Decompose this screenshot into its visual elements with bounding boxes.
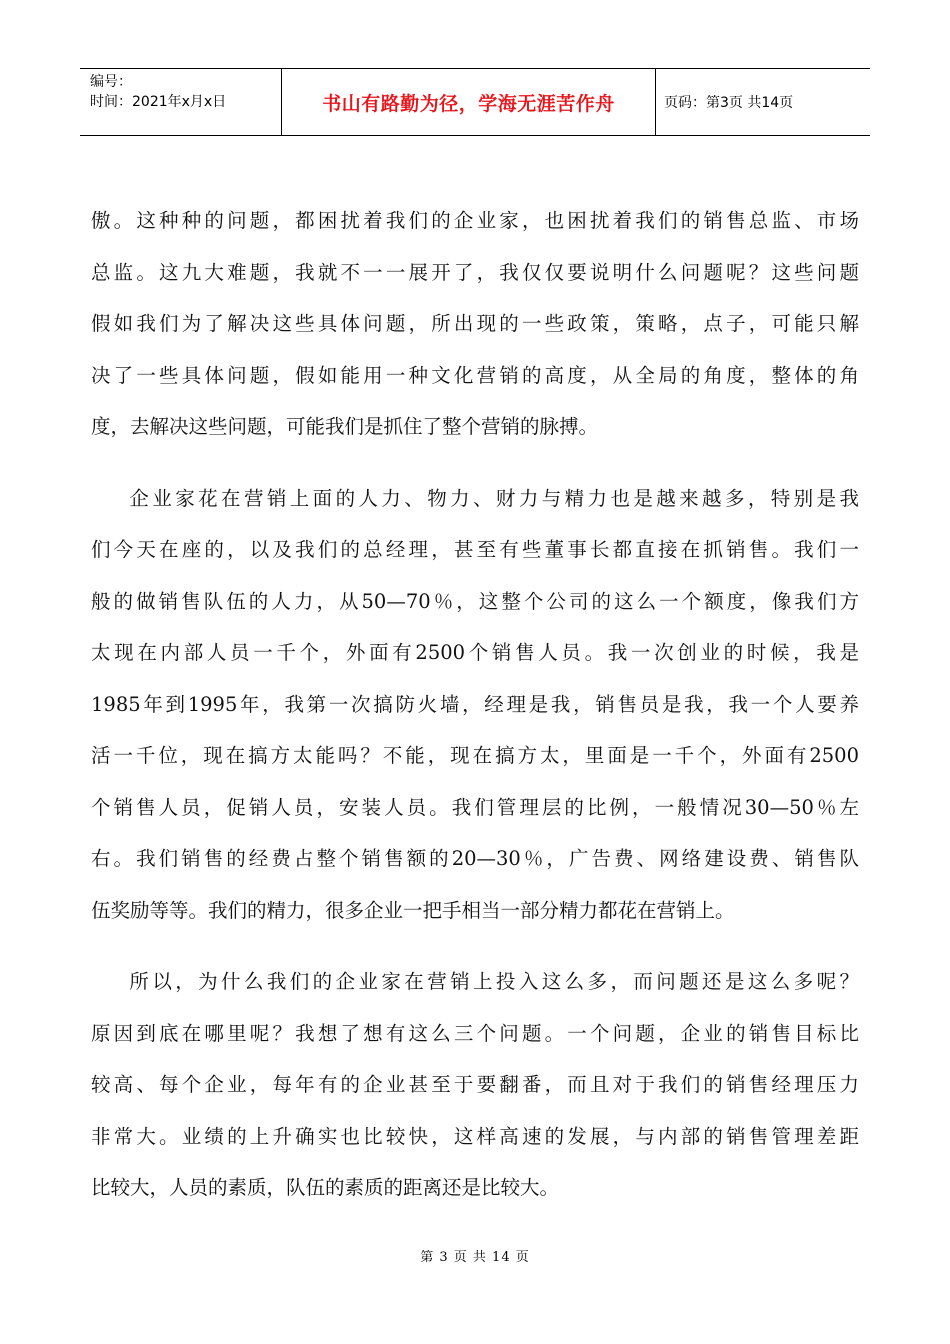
- header-motto: 书山有路勤为径，学海无涯苦作舟: [282, 69, 656, 135]
- number-label: 编号：: [90, 74, 132, 90]
- text-line: 般的做销售队伍的人力，从50—70％，这整个公司的这么一个额度，像我们方: [91, 589, 859, 613]
- text-line: 伍奖励等等。我们的精力，很多企业一把手相当一部分精力都花在营销上。: [91, 898, 735, 922]
- header-page-info: 页码：第3页 共14页: [664, 95, 794, 111]
- page-footer: 第 3 页 共 14 页: [420, 1250, 530, 1265]
- text-line: 企业家花在营销上面的人力、物力、财力与精力也是越来越多，特别是我: [91, 486, 859, 510]
- text-line: 较高、每个企业，每年有的企业甚至于要翻番，而且对于我们的销售经理压力: [91, 1073, 859, 1096]
- text-line: 度，去解决这些问题，可能我们是抓住了整个营销的脉搏。: [91, 415, 599, 438]
- text-line: 原因到底在哪里呢？我想了想有这么三个问题。一个问题，企业的销售目标比: [91, 1021, 859, 1045]
- text-line: 比较大，人员的素质，队伍的素质的距离还是比较大。: [91, 1176, 560, 1199]
- text-line: 右。我们销售的经费占整个销售额的20—30％，广告费、网络建设费、销售队: [91, 847, 859, 870]
- time-label: 时间：2021年x月x日: [90, 94, 227, 110]
- text-line: 所以，为什么我们的企业家在营销上投入这么多，而问题还是这么多呢？: [91, 970, 859, 993]
- text-line: 非常大。业绩的上升确实也比较快，这样高速的发展，与内部的销售管理差距: [91, 1124, 859, 1148]
- text-line: 总监。这九大难题，我就不一一展开了，我仅仅要说明什么问题呢？这些问题: [91, 260, 859, 284]
- paragraph-2: [91, 473, 859, 937]
- text-line: 们今天在座的，以及我们的总经理，甚至有些董事长都直接在抓销售。我们一: [91, 538, 859, 561]
- text-line: 1985年到1995年，我第一次搞防火墙，经理是我，销售员是我，我一个人要养: [91, 692, 859, 716]
- header-table: [80, 68, 870, 136]
- paragraph-1: [91, 195, 859, 453]
- text-line: 个销售人员，促销人员，安装人员。我们管理层的比例，一般情况30—50％左: [91, 795, 859, 819]
- text-line: 傲。这种种的问题，都困扰着我们的企业家，也困扰着我们的销售总监、市场: [91, 209, 859, 232]
- text-line: 假如我们为了解决这些具体问题，所出现的一些政策，策略，点子，可能只解: [91, 312, 859, 335]
- header-meta: [80, 69, 282, 135]
- text-line: 活一千位，现在搞方太能吗？不能，现在搞方太，里面是一千个，外面有2500: [91, 744, 859, 767]
- paragraph-3: [91, 956, 859, 1214]
- text-line: 决了一些具体问题，假如能用一种文化营销的高度，从全局的角度，整体的角: [91, 363, 859, 387]
- document-body: [91, 195, 859, 1214]
- text-line: 太现在内部人员一千个，外面有2500个销售人员。我一次创业的时候，我是: [91, 641, 859, 664]
